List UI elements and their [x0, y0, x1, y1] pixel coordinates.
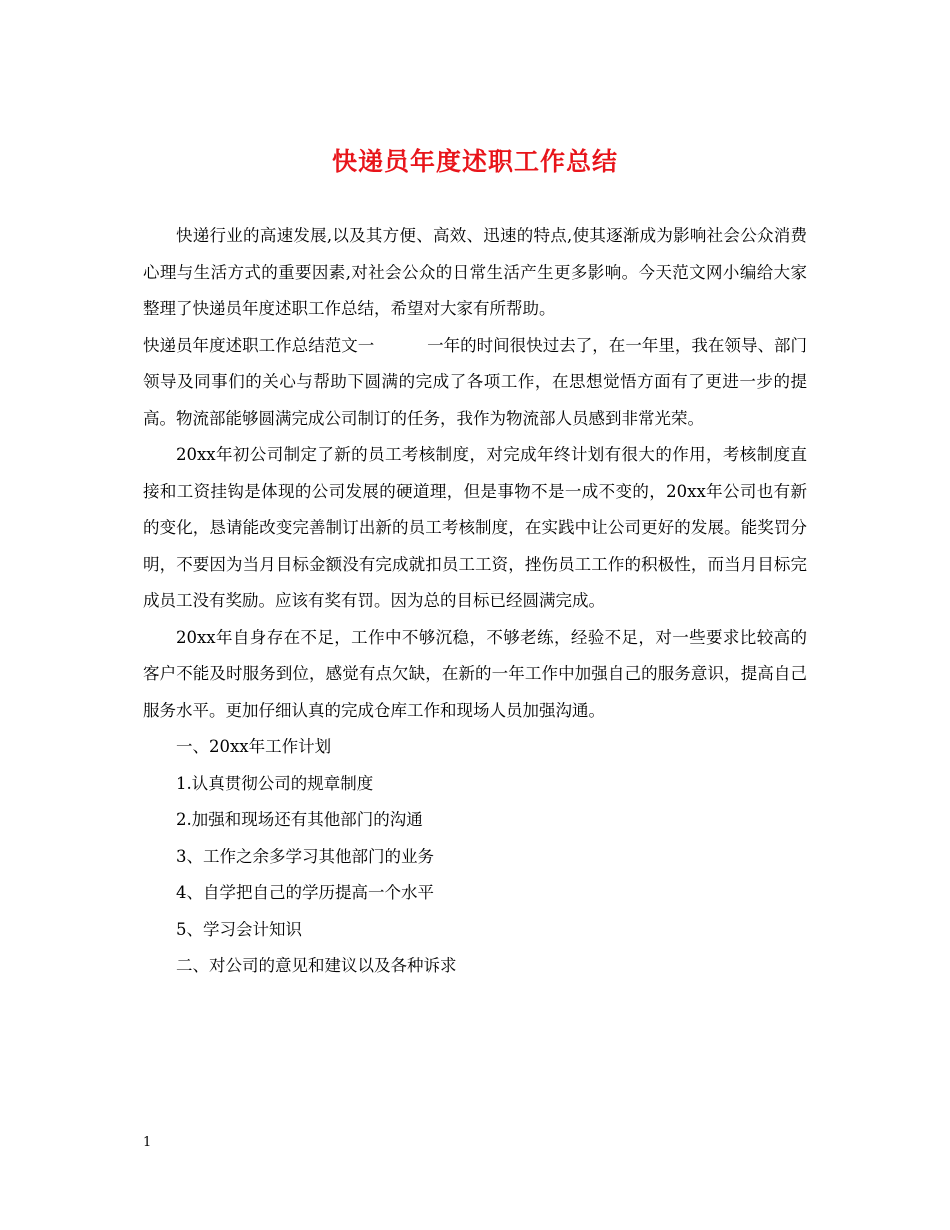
page-number: 1 [143, 1135, 152, 1150]
section-paragraph [143, 328, 807, 438]
suggestions-heading: 二、对公司的意见和建议以及各种诉求 [176, 956, 457, 975]
section-heading: 快递员年度述职工作总结范文一 [143, 335, 375, 355]
body-paragraph: 20xx年自身存在不足，工作中不够沉稳，不够老练，经验不足，对一些要求比较高的客户不能及时服务到位，感觉有点欠缺，在新的一年工作中加强自己的服务意识，提高自己服务水平。更加仔细认真的完成仓库工作和现场人员加强沟通。 [143, 627, 807, 720]
document-body [143, 218, 807, 985]
intro-paragraph: 快递行业的高速发展,以及其方便、高效、迅速的特点,使其逐渐成为影响社会公众消费心理与生活方式的重要因素,对社会公众的日常生活产生更多影响。今天范文网小编给大家整理了快递员年度述职工作总结，希望对大家有所帮助。 [143, 226, 807, 318]
plan-item: 2.加强和现场还有其他部门的沟通 [176, 810, 423, 829]
plan-item: 3、工作之余多学习其他部门的业务 [176, 846, 434, 866]
plan-item: 1.认真贯彻公司的规章制度 [176, 773, 374, 793]
plan-item: 5、学习会计知识 [176, 919, 302, 939]
plan-item: 4、自学把自己的学历提高一个水平 [176, 883, 434, 902]
body-paragraph: 20xx年初公司制定了新的员工考核制度，对完成年终计划有很大的作用，考核制度直接和工资挂钩是体现的公司发展的硬道理，但是事物不是一成不变的，20xx年公司也有新的变化，恳请能改变完善制订出新的员工考核制度，在实践中让公司更好的发展。能奖罚分明，不要因为当月目标金额没有完成就扣员工工资，挫伤员工工作的积极性，而当月目标完成员工没有奖励。应该有奖有罚。因为总的目标已经圆满完成。 [143, 445, 807, 610]
document-title: 快递员年度述职工作总结 [331, 147, 618, 176]
section-paragraph-text: 一年的时间很快过去了，在一年里，我在领导、部门领导及同事们的关心与帮助下圆满的完成了各项工作，在思想觉悟方面有了更进一步的提高。物流部能够圆满完成公司制订的任务，我作为物流部人员感到非常光荣。 [143, 335, 808, 428]
plan-heading: 一、20xx年工作计划 [176, 737, 332, 756]
